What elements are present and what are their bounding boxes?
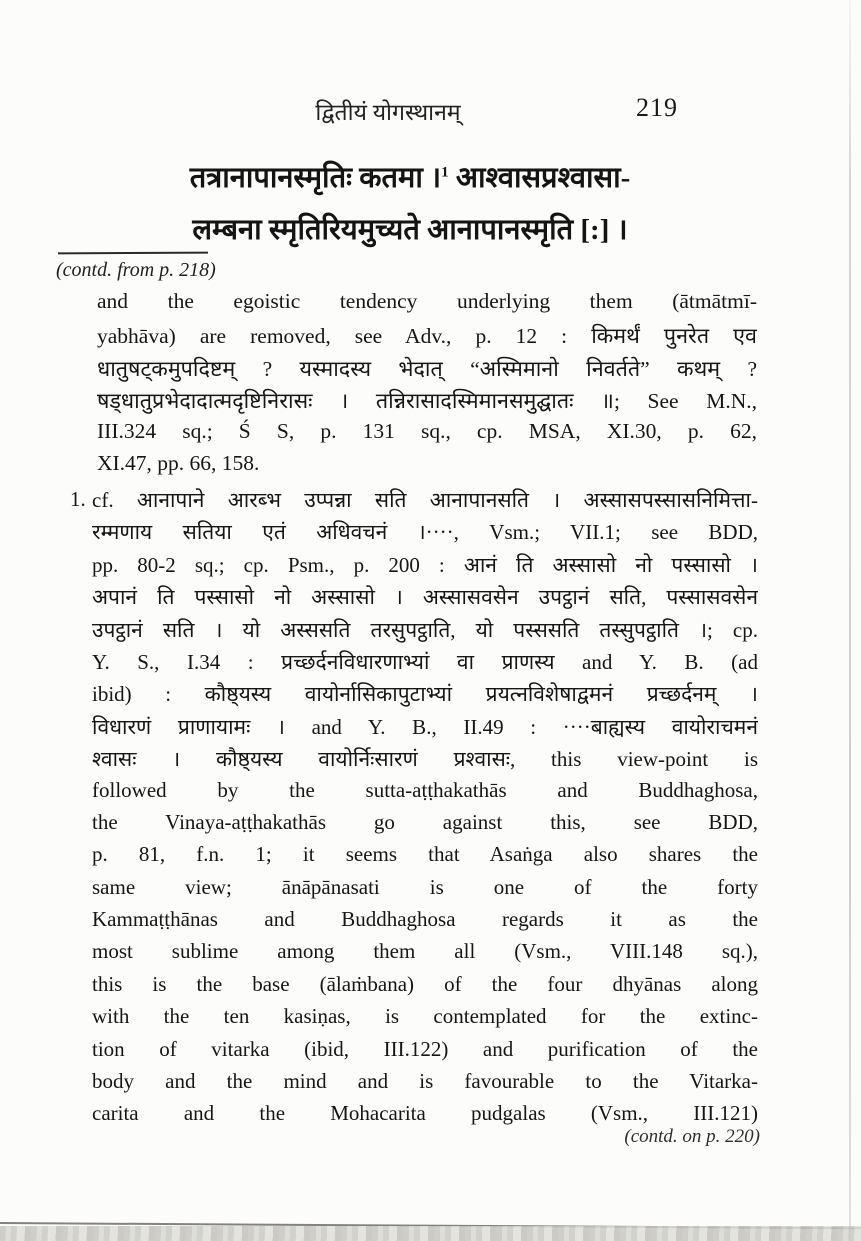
verse-line-1-pre: तत्रानापानस्मृतिः कतमा ।	[189, 162, 442, 194]
footnote-line: pp. 80-2 sq.; cp. Psm., p. 200 : आनं ति अस्सासो नो पस्सासो ।	[92, 552, 758, 577]
paragraph-line: and the egoistic tendency underlying them (ātmātmī-	[97, 289, 757, 313]
footnote-line: Y. S., I.34 : प्रच्छर्दनविधारणाभ्यां वा प्राणस्य and Y. B. (ad	[92, 649, 758, 674]
footnote-line: विधारणं प्राणायामः । and Y. B., II.49 : ····बाह्यस्य वायोराचमनं	[92, 714, 758, 739]
footnote-line: followed by the sutta-aṭṭhakathās and Buddhaghosa,	[92, 777, 758, 802]
page-number: 219	[636, 93, 678, 122]
running-header-title: द्वितीयं योगस्थानम्	[315, 100, 461, 125]
footnote-line: with the ten kasiṇas, is contemplated for the extinc-	[92, 1004, 758, 1029]
page-edge-scan-band-bottom	[0, 1226, 861, 1241]
body-paragraph	[97, 289, 757, 483]
footnote-line: the Vinaya-aṭṭhakathās go against this, see BDD,	[92, 809, 758, 834]
verse-footnote-ref: 1	[441, 164, 449, 181]
continued-on-note: (contd. on p. 220)	[624, 1126, 760, 1147]
footnote-line: this is the base (ālaṁbana) of the four dhyānas along	[92, 971, 758, 996]
footnote-line: tion of vitarka (ibid, III.122) and purification of the	[92, 1036, 758, 1061]
continued-from-note: (contd. from p. 218)	[56, 259, 216, 281]
footnote-line: carita and the Mohacarita pudgalas (Vsm., III.121)	[92, 1101, 758, 1126]
paragraph-line: धातुषट्कमुपदिष्टम् ? यस्मादस्य भेदात् “अस्मिमानो निवर्तते” कथम् ?	[97, 356, 757, 381]
footnote-line: Kammaṭṭhānas and Buddhaghosa regards it as the	[92, 907, 758, 932]
verse-line-1-post: आश्वासप्रश्वासा-	[448, 162, 631, 194]
footnote-line: अपानं ति पस्सासो नो अस्सासो । अस्सासवसेन उपट्ठानं सति, पस्सासवसेन	[92, 585, 758, 610]
footnote-line: श्वासः । कौष्ठ्यस्य वायोर्निःसारणं प्रश्वासः, this view-point is	[92, 747, 758, 772]
footnote-line: ibid) : कौष्ठ्यस्य वायोर्नासिकापुटाभ्यां प्रयत्नविशेषाद्वमनं प्रच्छर्दनम् ।	[92, 682, 758, 707]
footnote-block	[92, 486, 758, 1134]
footnote-line: p. 81, f.n. 1; it seems that Asaṅga also shares the	[92, 842, 758, 867]
footnote-line: most sublime among them all (Vsm., VIII.148 sq.),	[92, 939, 758, 964]
footnote-line: same view; ānāpānasati is one of the forty	[92, 874, 758, 899]
footnote-line: cf. आनापाने आरब्भ उप्पन्ना सति आनापानसति । अस्सासपस्सासनिमित्ता-	[92, 488, 758, 512]
paragraph-line: III.324 sq.; Ś S, p. 131 sq., cp. MSA, XI.30, p. 62,	[97, 418, 757, 443]
paragraph-line: षड्धातुप्रभेदादात्मदृष्टिनिरासः । तन्निरासादस्मिमानसमुद्घातः ॥; See M.N.,	[97, 389, 757, 414]
paragraph-line: yabhāva) are removed, see Adv., p. 12 : किमर्थं पुनरेत एव	[97, 324, 757, 349]
sanskrit-verse	[40, 152, 780, 256]
page-edge-scan-artifact-right	[849, 0, 851, 1241]
footnote-line: उपट्ठानं सति । यो अस्ससति तरसुपट्ठाति, यो पस्ससति तस्सुपट्ठाति ।; cp.	[92, 617, 758, 642]
verse-line-2: लम्बना स्मृतिरियमुच्यते आनापानस्मृति [:] ।	[192, 214, 628, 246]
footnote-line: body and the mind and is favourable to the Vitarka-	[92, 1069, 758, 1094]
footnote-number: 1.	[70, 487, 86, 511]
footnote-line: रम्मणाय सतिया एतं अधिवचनं ।····, Vsm.; VII.1; see BDD,	[92, 520, 758, 545]
paragraph-line: XI.47, pp. 66, 158.	[97, 450, 260, 475]
